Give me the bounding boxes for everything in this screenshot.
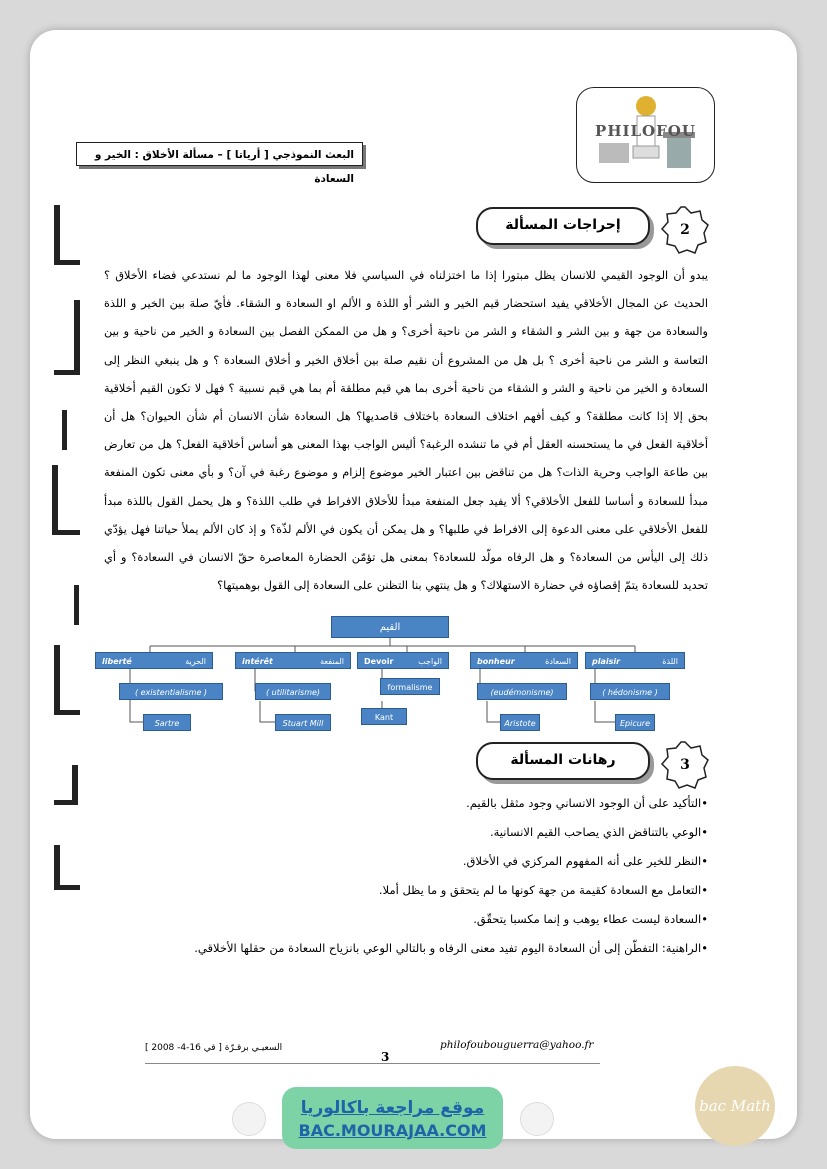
stake-item: •السعادة ليست عطاء يوهب و إنما مكسبا يتحقّق. [473,912,708,926]
section-2-number-badge [660,205,710,255]
banner-url[interactable]: BAC.MOURAJAA.COM [298,1121,487,1140]
section-2-number: 2 [680,222,690,238]
author-email: philofoubouguerra@yahoo.fr [440,1039,594,1051]
values-diagram [95,616,685,741]
author-credit: السعيـي برقـرّة [ قي 16-4- 2008 ] [145,1043,283,1053]
subject-header: البعث النموذجي [ أرياتا ] – مسألة الأخلاق : الخير و السعادة [76,142,363,166]
banner-arabic-text[interactable]: موقع مراجعة باكالوريا [300,1098,485,1118]
diagram-philosopher-epicure: Epicure [615,714,655,731]
logo-text: PHILOFOU [595,122,696,140]
stake-item: •التعامل مع السعادة كقيمة من جهة كونها ما لم يتحقق و ما يظل أملا. [378,883,708,897]
section-3-title: رهانات المسألة [476,742,650,780]
section-3-number: 3 [680,757,690,773]
diagram-doctrine-hedonisme: ( hédonisme ) [590,683,670,700]
diagram-philosopher-mill: Stuart Mill [275,714,331,731]
diagram-philosopher-sartre: Sartre [143,714,191,731]
bac-math-badge: bac Math [695,1066,775,1146]
diagram-concept-devoir: Devoir الواجب [357,652,449,669]
diagram-doctrine-eudemonisme: (eudémonisme) [477,683,567,700]
diagram-concept-bonheur: bonheur السعادة [470,652,578,669]
stake-item: •النظر للخير على أنه المفهوم المركزي في الأخلاق. [462,854,708,868]
diagram-concept-interet: intérêt المنفعة [235,652,351,669]
diagram-doctrine-formalisme: formalisme [380,678,440,695]
problematic-paragraph: يبدو أن الوجود القيمي للانسان يظل مبتورا إذا ما اختزلناه في السياسي فلا معنى لهذا الوجود ما لم نستدعي فضاء الأخلاق ؟ الحديث عن المجال الأخلاقي يفيد استحضار قيم الخير و الشر أو اللذة و الألم او السعادة و الشقاء. فأيّ صلة بين الخير و اللذة والسعادة من جهة و بين الشر و الشقاء و الشر من ناحية أخرى؟ و هل من الممكن الفصل بين السعادة و الخير من ناحية و بين التعاسة و الشر من ناحية أخرى ؟ بل هل من المشروع أن نقيم صلة بين أخلاق الخير و أخلاق السعادة ؟ و هل ينبغي النظر إلى السعادة و الخير من ناحية و الشر و الشقاء من ناحية أخرى بما هي قيم مطلقة أم بما هي قيم نسبية ؟ فهل لا تكون القيم أخلاقية بحق إلا إذا كانت مطلقة؟ و كيف أفهم اختلاف السعادة باختلاف قاصديها؟ هل السعادة شأن الانسان أم شأن الحيوان؟ هل أن أخلاقية الفعل في ما يستحسنه العقل أم في ما تنشده الرغبة؟ أليس الواجب بهذا المعنى هو أساس أخلاقية الفعل؟ هل من تعارض بين طاعة الواجب وحرية الذات؟ هل من تناقض بين اعتبار الخير موضوع إلزام و موضوع رغبة في آن؟ و بأي معنى تكون المنفعة مبدأ للسعادة و أساسا للفعل الأخلاقي؟ ألا يفيد جعل المنفعة مبدأ للأخلاق الافراط في طلب اللذة؟ و هل يحمل القول باللذة مبدأ للفعل الأخلاقي على معنى الدعوة إلى الافراط في طلبها؟ و هل يمكن أن يكون في الألم لذّة؟ و إذ كان الألم يملأ حياتنا فهل يؤدّي ذلك إلى اليأس من السعادة؟ و هل الرفاه مولّد للسعادة؟ بمعنى هل تؤمّن الحضارة المعاصرة حقّ الانسان في السعادة؟ و أي تحديد للسعادة يتمّ إقصاؤه في حضارة الاستهلاك؟ و هل ينتهي بنا التظنن على السعادة إلى القول بوهميتها؟ [104,269,708,593]
margin-decoration-icon [44,205,84,895]
site-banner[interactable] [282,1087,503,1149]
site-logo-icon [232,1102,266,1136]
diagram-concept-plaisir: plaisir اللذة [585,652,685,669]
page-number: 3 [381,1050,390,1064]
section-3-number-badge [660,740,710,790]
footer-divider [145,1063,600,1064]
site-logo-icon [520,1102,554,1136]
diagram-root: القيم [331,616,449,638]
diagram-doctrine-existentialisme: ( existentialisme ) [119,683,223,700]
stake-item: •الوعي بالتناقض الذي يصاحب القيم الانسانية. [489,825,708,839]
section-2-title: إحراجات المسألة [476,207,650,245]
diagram-philosopher-aristote: Aristote [500,714,540,731]
diagram-philosopher-kant: Kant [361,708,407,725]
diagram-concept-liberte: liberté الحرية [95,652,213,669]
diagram-doctrine-utilitarisme: ( utilitarisme) [255,683,331,700]
philofou-logo [576,87,715,183]
stake-item: •التأكيد على أن الوجود الانساني وجود مثقل بالقيم. [466,796,708,810]
stake-item: •الراهنية: التفطّن إلى أن السعادة اليوم تفيد معنى الرفاه و بالتالي الوعي بانزياح السعادة من حقلها الأخلاقي. [194,941,708,955]
